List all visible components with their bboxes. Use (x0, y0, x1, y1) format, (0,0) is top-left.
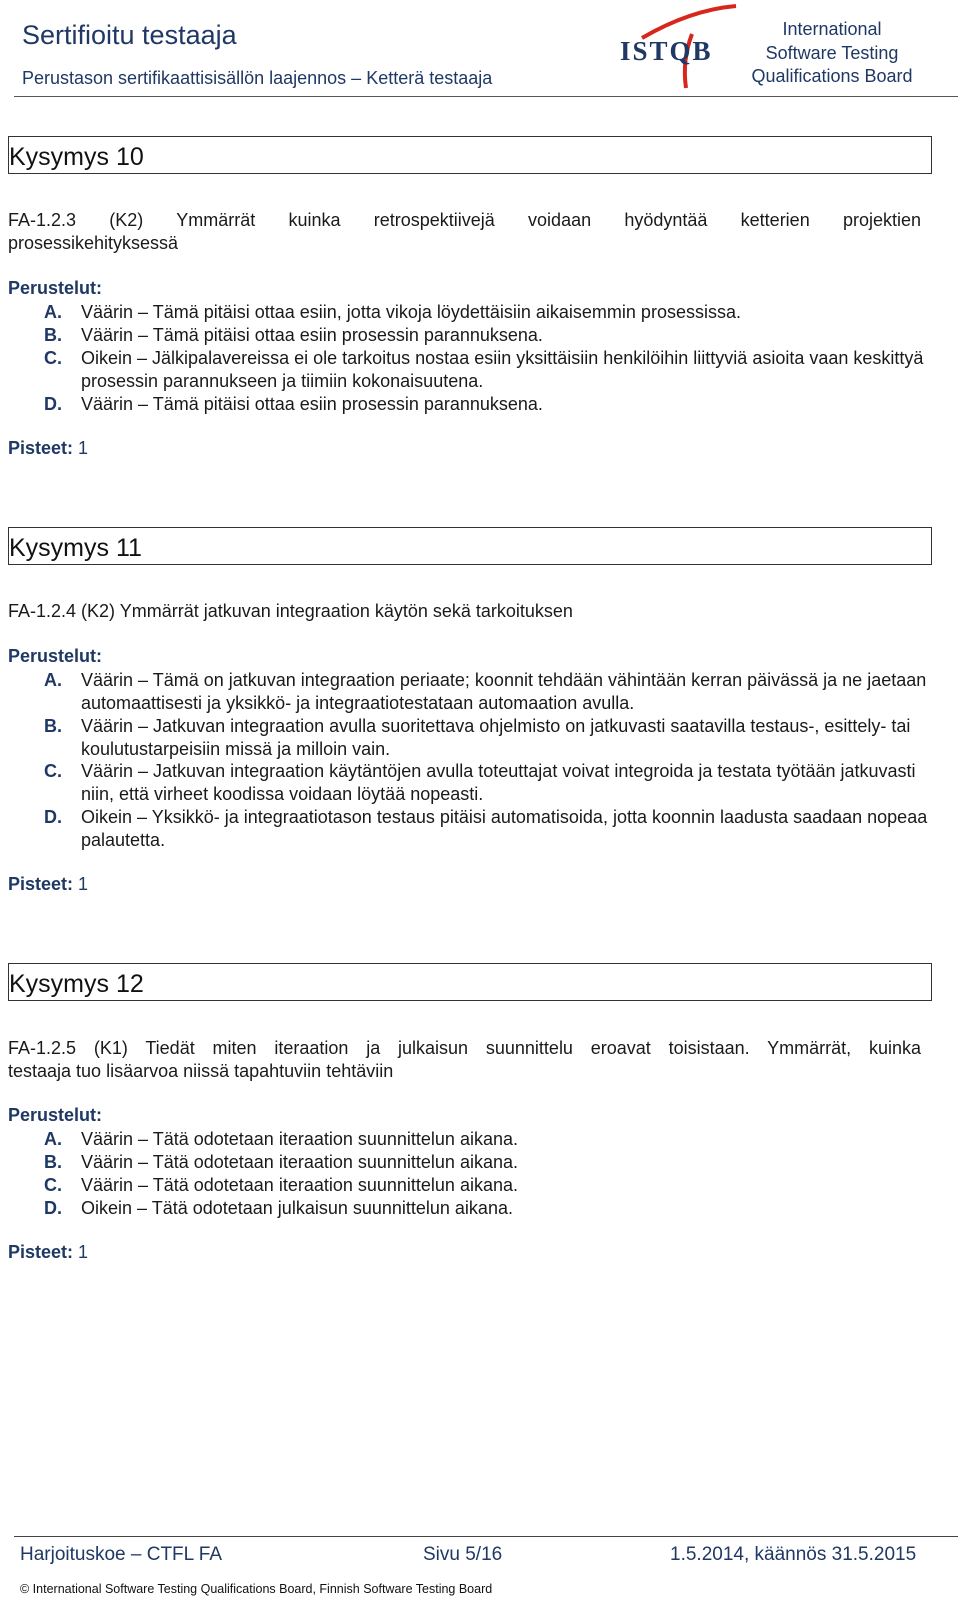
answer-text: Väärin – Tämä on jatkuvan integraation periaate; koonnit tehdään vähintään kerran päivässä ja ne jaetaan automaattisesti ja yksikkö- ja integraatiotestataan automaation avulla. (81, 670, 927, 713)
answer-text: Väärin – Tätä odotetaan iteraation suunnittelun aikana. (81, 1152, 518, 1172)
footer-copyright: © International Software Testing Qualifications Board, Finnish Software Testing Board (20, 1582, 493, 1596)
answer-item (44, 669, 934, 715)
question-title: Kysymys 12 (9, 970, 144, 998)
points-label: Pisteet: (8, 874, 74, 894)
points-label: Pisteet: (8, 438, 74, 458)
footer-doc-name: Harjoituskoe – CTFL FA (20, 1544, 223, 1565)
question-heading-box (8, 136, 932, 174)
answer-text: Väärin – Tämä pitäisi ottaa esiin prosessin parannuksena. (81, 325, 543, 345)
learning-objective: FA-1.2.3 (K2) Ymmärrät kuinka retrospektiivejä voidaan hyödyntää ketterien projektien (8, 210, 921, 230)
footer-divider (14, 1536, 958, 1537)
answer-item (44, 1197, 934, 1220)
learning-objective-cont: testaaja tuo lisäarvoa niissä tapahtuviin tehtäviin (8, 1061, 394, 1081)
org-name (740, 18, 924, 89)
answer-item (44, 393, 934, 416)
answer-text: Väärin – Tämä pitäisi ottaa esiin, jotta vikoja löydettäisiin aikaisemmin prosessissa. (81, 302, 741, 322)
question-heading-box (8, 963, 932, 1001)
learning-objective: FA-1.2.4 (K2) Ymmärrät jatkuvan integraation käytön sekä tarkoituksen (8, 601, 573, 621)
org-line: Qualifications Board (751, 66, 913, 86)
points (8, 438, 88, 459)
answer-letter: B. (44, 325, 62, 345)
answer-item (44, 324, 934, 347)
answer-letter: A. (44, 670, 62, 690)
answer-text: Oikein – Jälkipalavereissa ei ole tarkoitus nostaa esiin yksittäisiin henkilöihin liittyviä asioita vaan keskittyä prosessin parannukseen ja tiimiin kokonaisuutena. (81, 348, 924, 391)
istqb-logo-graphic (620, 4, 748, 94)
points-value: 1 (78, 1242, 89, 1262)
answer-letter: C. (44, 348, 62, 368)
question-heading-box (8, 527, 932, 565)
footer-page-number: Sivu 5/16 (423, 1544, 503, 1565)
points-value: 1 (78, 438, 89, 458)
document-subtitle: Perustason sertifikaattisisällön laajennos – Ketterä testaaja (22, 68, 493, 88)
answer-item (44, 1174, 934, 1197)
question-title: Kysymys 10 (9, 143, 144, 171)
org-line: International (782, 19, 882, 39)
answer-letter: D. (44, 394, 62, 414)
answer-item (44, 760, 934, 806)
learning-objective: FA-1.2.5 (K1) Tiedät miten iteraation ja julkaisun suunnittelu eroavat toisistaan. Ymmärrät, kuinka (8, 1038, 921, 1058)
answer-item (44, 806, 934, 852)
points-label: Pisteet: (8, 1242, 74, 1262)
answer-letter: A. (44, 1129, 62, 1149)
rationale-label: Perustelut: (8, 278, 103, 298)
points (8, 874, 88, 895)
answer-text: Väärin – Tätä odotetaan iteraation suunnittelun aikana. (81, 1129, 518, 1149)
answer-letter: A. (44, 302, 62, 322)
answer-text: Väärin – Jatkuvan integraation avulla suoritettava ohjelmisto on jatkuvasti saatavilla testaus-, esittely- tai koulutustarpeisiin missä ja milloin vain. (81, 716, 911, 759)
answer-letter: D. (44, 807, 62, 827)
answer-letter: B. (44, 716, 62, 736)
org-line: Software Testing (765, 42, 899, 63)
answer-item (44, 1128, 934, 1151)
istqb-logo (620, 4, 748, 94)
footer-date: 1.5.2014, käännös 31.5.2015 (670, 1544, 917, 1565)
points-value: 1 (78, 874, 89, 894)
answer-text: Väärin – Jatkuvan integraation käytäntöjen avulla toteuttajat voivat integroida ja testata työtään jatkuvasti niin, että virheet koodissa voidaan löytää nopeasti. (81, 761, 916, 804)
question-title: Kysymys 11 (9, 534, 142, 562)
answer-item (44, 715, 934, 761)
answer-text: Väärin – Tämä pitäisi ottaa esiin prosessin parannuksena. (81, 394, 543, 414)
answer-letter: C. (44, 761, 62, 781)
rationale-label: Perustelut: (8, 646, 103, 666)
svg-text:ISTQB: ISTQB (620, 36, 713, 66)
answer-text: Väärin – Tätä odotetaan iteraation suunnittelun aikana. (81, 1175, 518, 1195)
answer-letter: D. (44, 1198, 62, 1218)
answer-text: Oikein – Tätä odotetaan julkaisun suunnittelun aikana. (81, 1198, 513, 1218)
answer-letter: C. (44, 1175, 62, 1195)
document-title: Sertifioitu testaaja (22, 20, 237, 50)
points (8, 1242, 88, 1263)
answer-item (44, 347, 934, 393)
header-divider (14, 96, 958, 97)
rationale-label: Perustelut: (8, 1105, 103, 1125)
learning-objective-cont: prosessikehityksessä (8, 233, 179, 253)
answer-item (44, 1151, 934, 1174)
answer-item (44, 301, 934, 324)
answer-letter: B. (44, 1152, 62, 1172)
answer-text: Oikein – Yksikkö- ja integraatiotason testaus pitäisi automatisoida, jotta koonnin laadusta saadaan nopeaa palautetta. (81, 807, 928, 850)
